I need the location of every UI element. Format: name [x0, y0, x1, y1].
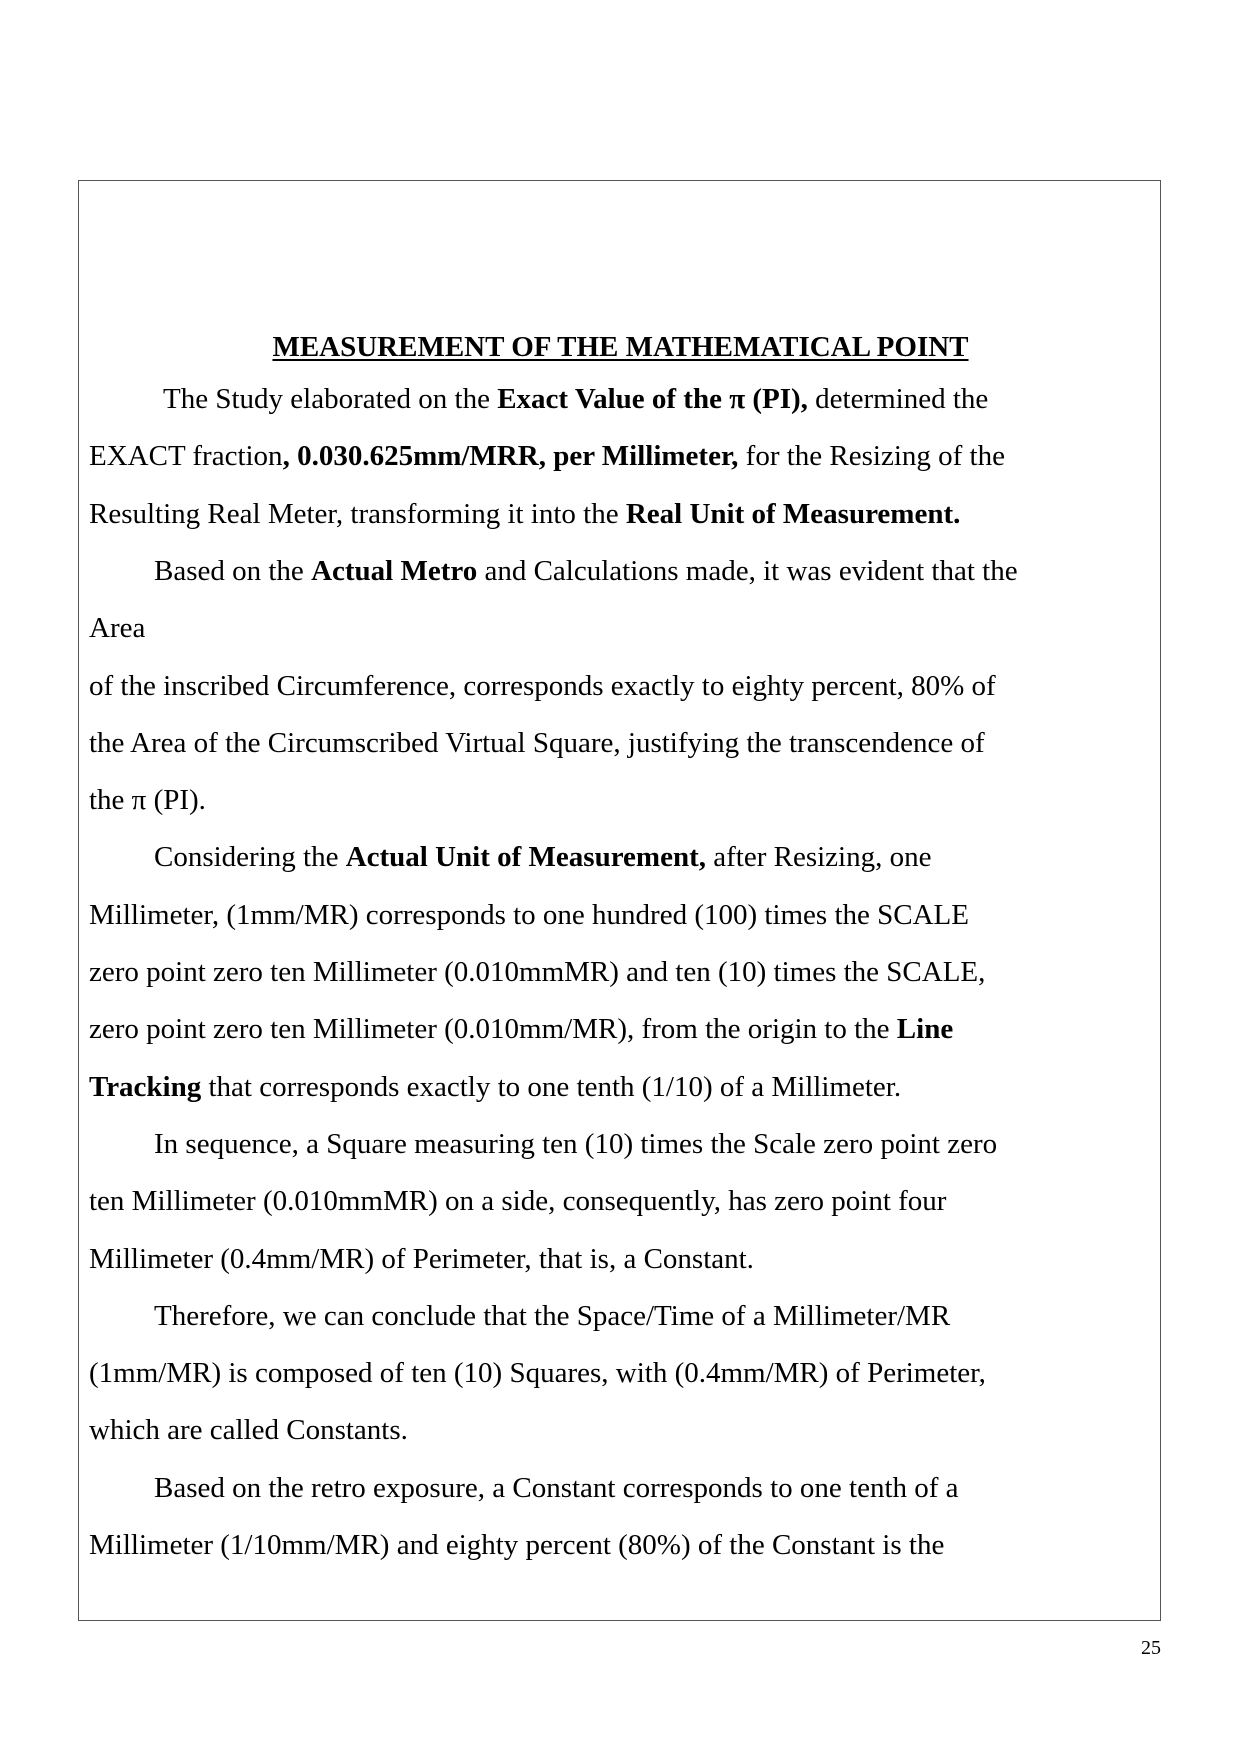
text-line	[89, 1012, 953, 1046]
text: The Study elaborated on the	[163, 383, 498, 415]
text: ten Millimeter (0.010mmMR) on a side, consequently, has zero point four	[89, 1185, 947, 1218]
text: Based on the	[154, 554, 312, 587]
text-line	[89, 611, 145, 645]
text-line	[89, 1356, 986, 1390]
text-line	[154, 1299, 950, 1333]
text: that corresponds exactly to one tenth (1/10) of a Millimeter.	[201, 1070, 902, 1103]
bold-text: Actual Metro	[311, 554, 478, 587]
text-line	[89, 439, 1005, 473]
text: the π (PI).	[89, 784, 206, 817]
text-line	[89, 783, 206, 817]
text: In sequence, a Square measuring ten (10) times the Scale zero point zero	[154, 1127, 998, 1160]
text-line	[89, 1070, 901, 1104]
text-line	[89, 1242, 754, 1276]
text: after Resizing, one	[706, 841, 932, 874]
text-line	[89, 726, 985, 760]
page-number: 25	[1141, 1637, 1161, 1659]
text: Based on the retro exposure, a Constant corresponds to one tenth of a	[154, 1471, 959, 1504]
bold-text: Real Unit of Measurement.	[625, 497, 961, 530]
bold-text: Actual Unit of Measurement,	[345, 841, 706, 874]
text-line	[89, 1184, 946, 1218]
text: for the Resizing of the	[738, 440, 1005, 473]
text: and Calculations made, it was evident that the	[477, 554, 1018, 587]
text-line	[89, 1528, 944, 1562]
text-line	[154, 554, 1018, 588]
text: of the inscribed Circumference, corresponds exactly to eighty percent, 80% of	[89, 669, 996, 702]
text: (1mm/MR) is composed of ten (10) Squares, with (0.4mm/MR) of Perimeter,	[89, 1357, 986, 1390]
bold-text: , 0.030.625mm/MRR, per Millimeter,	[282, 440, 739, 473]
text: Area	[89, 612, 146, 645]
text: Millimeter (0.4mm/MR) of Perimeter, that is, a Constant.	[89, 1242, 754, 1275]
text: zero point zero ten Millimeter (0.010mmMR) and ten (10) times the SCALE,	[89, 956, 986, 988]
text-line	[89, 1413, 408, 1447]
text-line	[89, 669, 996, 703]
bold-text: Tracking	[89, 1070, 202, 1103]
text: zero point zero ten Millimeter (0.010mm/MR), from the origin to the	[89, 1013, 897, 1046]
page-title: MEASUREMENT OF THE MATHEMATICAL POINT	[272, 331, 969, 363]
text: Millimeter (1/10mm/MR) and eighty percent (80%) of the Constant is the	[89, 1529, 945, 1561]
text: Therefore, we can conclude that the Space/Time of a Millimeter/MR	[154, 1299, 951, 1332]
text: Considering the	[154, 841, 346, 874]
text-line	[163, 382, 988, 416]
text-line	[154, 840, 931, 874]
text-line	[89, 898, 969, 932]
bold-text: Exact Value of the π (PI),	[497, 383, 808, 415]
text: the Area of the Circumscribed Virtual Square, justifying the transcendence of	[89, 726, 985, 759]
bold-text: Line	[896, 1013, 954, 1046]
text: determined the	[807, 383, 989, 415]
text: EXACT fraction	[89, 440, 283, 473]
text: Resulting Real Meter, transforming it into the	[89, 497, 626, 530]
text-line	[89, 955, 985, 989]
text-line	[154, 1471, 959, 1505]
text-line	[154, 1127, 997, 1161]
text-line	[89, 497, 960, 531]
text: which are called Constants.	[89, 1414, 408, 1447]
text: Millimeter, (1mm/MR) corresponds to one hundred (100) times the SCALE	[89, 898, 969, 931]
